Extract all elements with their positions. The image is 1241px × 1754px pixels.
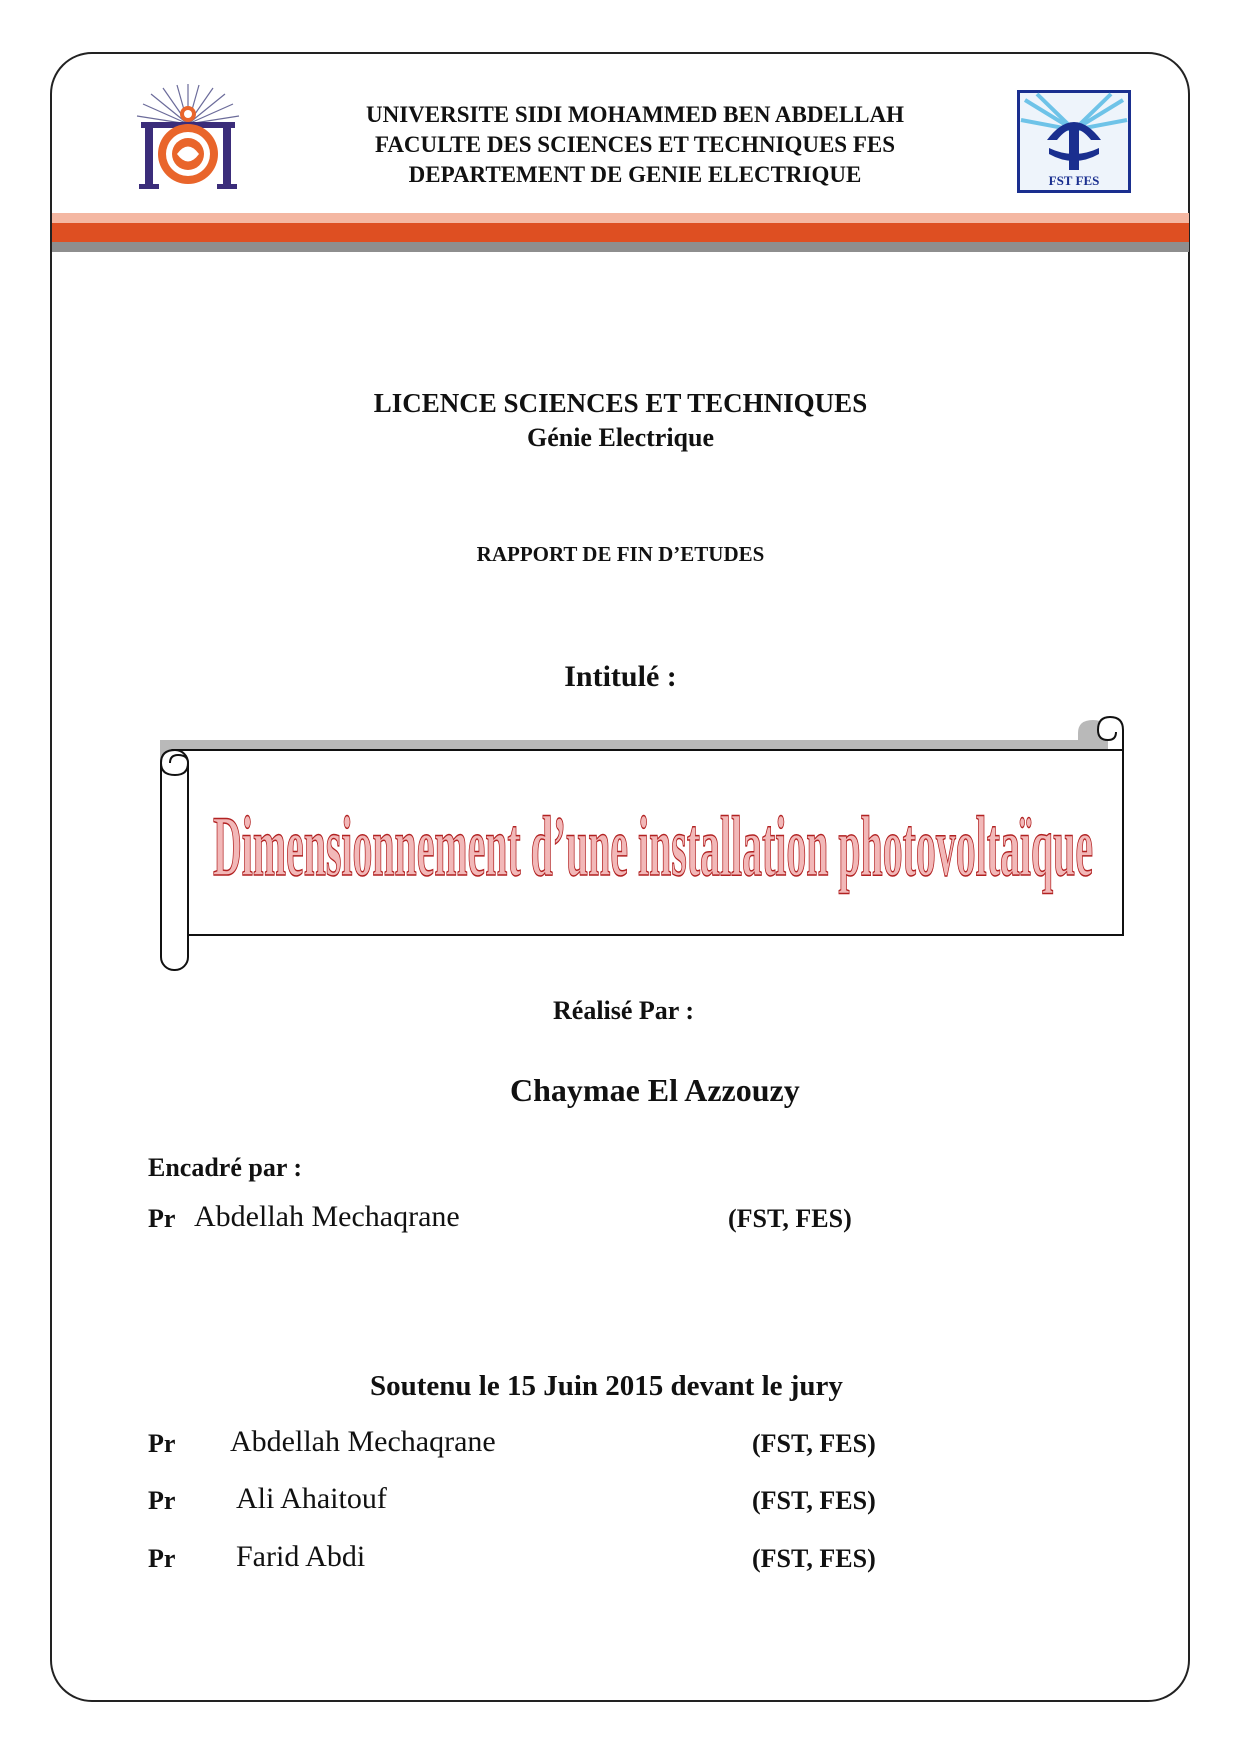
- jury-member-row: [148, 1540, 1048, 1580]
- supervisor-name: Abdellah Mechaqrane: [194, 1200, 460, 1233]
- field-title: Génie Electrique: [526, 423, 714, 452]
- report-type: RAPPORT DE FIN D’ETUDES: [476, 542, 765, 566]
- fst-fes-logo: [1017, 90, 1131, 193]
- jury-member-institution: (FST, FES): [752, 1544, 876, 1573]
- jury-member-row: [148, 1482, 1048, 1522]
- department-name: DEPARTEMENT DE GENIE ELECTRIQUE: [408, 162, 862, 187]
- jury-member-prefix: Pr: [148, 1429, 176, 1458]
- fst-fes-logo-text: FST FES: [1048, 173, 1100, 188]
- title-scroll-banner: [148, 705, 1138, 975]
- jury-member-name: Farid Abdi: [236, 1540, 366, 1573]
- jury-member-institution: (FST, FES): [752, 1486, 876, 1515]
- jury-member-row: [148, 1425, 1048, 1465]
- jury-member-prefix: Pr: [148, 1486, 176, 1515]
- report-title: Dimensionnement d’une installation photovoltaïque: [213, 798, 1093, 894]
- supervisor-row: [148, 1200, 1048, 1240]
- defense-heading: Soutenu le 15 Juin 2015 devant le jury: [370, 1370, 843, 1402]
- degree-title: LICENCE SCIENCES ET TECHNIQUES: [373, 388, 868, 418]
- jury-member-institution: (FST, FES): [752, 1429, 876, 1458]
- title-label: Intitulé :: [564, 660, 677, 693]
- university-name: UNIVERSITE SIDI MOHAMMED BEN ABDELLAH: [365, 102, 905, 127]
- author-name: Chaymae El Azzouzy: [510, 1072, 800, 1108]
- supervisor-label: Encadré par :: [148, 1153, 303, 1182]
- faculty-name: FACULTE DES SCIENCES ET TECHNIQUES FES: [374, 132, 896, 157]
- header-band-main: [52, 223, 1189, 242]
- supervisor-prefix: Pr: [148, 1204, 176, 1233]
- supervisor-institution: (FST, FES): [728, 1204, 852, 1233]
- author-label: Réalisé Par :: [553, 996, 695, 1025]
- header-band-light: [52, 213, 1189, 223]
- jury-member-name: Abdellah Mechaqrane: [230, 1425, 496, 1458]
- university-logo: [133, 84, 243, 192]
- header-band-gray: [52, 242, 1189, 252]
- jury-member-name: Ali Ahaitouf: [236, 1482, 387, 1515]
- jury-member-prefix: Pr: [148, 1544, 176, 1573]
